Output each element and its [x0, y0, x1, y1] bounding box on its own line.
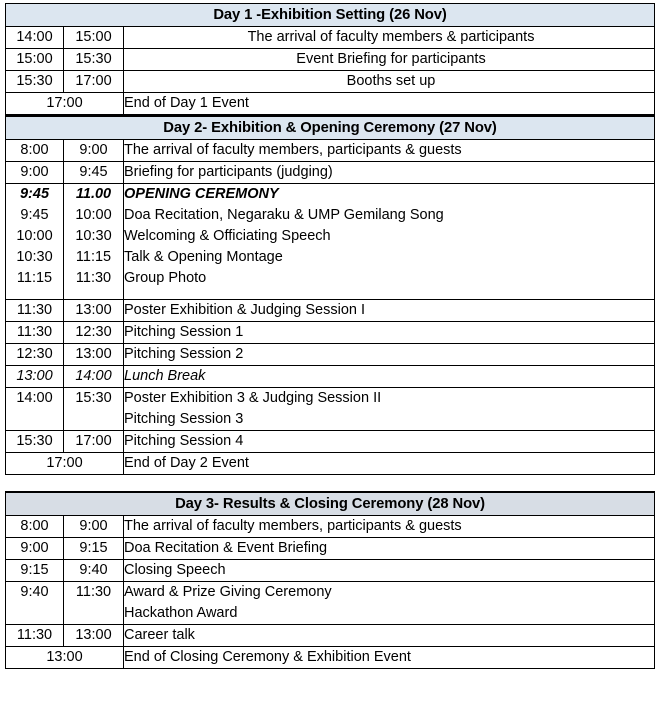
row-start-time: 15:00	[6, 49, 64, 71]
row-end-time: 13:00	[64, 300, 124, 322]
row-start-time: 15:30	[6, 71, 64, 93]
row-end-time: 13:00	[64, 344, 124, 366]
row-start-time: 14:00	[6, 388, 64, 431]
schedule-row	[6, 516, 655, 538]
section-header-row	[6, 492, 655, 516]
row-description-line-2: Pitching Session 3	[124, 411, 244, 427]
schedule-row	[6, 322, 655, 344]
section-header-title: Day 1 -Exhibition Setting (26 Nov)	[6, 4, 655, 27]
schedule-row	[6, 184, 655, 206]
row-start-time: 9:15	[6, 560, 64, 582]
row-start-time: 10:00	[6, 226, 64, 247]
schedule-row	[6, 49, 655, 71]
row-description: Booths set up	[124, 71, 655, 93]
schedule-row	[6, 226, 655, 247]
closing-time: 17:00	[6, 93, 124, 115]
schedule-row	[6, 431, 655, 453]
row-description: Lunch Break	[124, 366, 655, 388]
section-header-title: Day 2- Exhibition & Opening Ceremony (27 Nov)	[6, 116, 655, 140]
row-description: Group Photo	[124, 268, 655, 289]
row-end-time: 10:30	[64, 226, 124, 247]
row-end-time: 17:00	[64, 431, 124, 453]
row-description: Doa Recitation & Event Briefing	[124, 538, 655, 560]
section-header-row	[6, 4, 655, 27]
row-start-time: 9:45	[6, 184, 64, 206]
row-description: Doa Recitation, Negaraku & UMP Gemilang Song	[124, 205, 655, 226]
row-start-time: 11:15	[6, 268, 64, 289]
row-description: Pitching Session 1	[124, 322, 655, 344]
row-description-line-1: Poster Exhibition 3 & Judging Session II	[124, 390, 382, 406]
schedule-row	[6, 140, 655, 162]
closing-row	[6, 647, 655, 669]
row-end-time: 11.00	[64, 184, 124, 206]
schedule-row	[6, 344, 655, 366]
row-end-time: 13:00	[64, 625, 124, 647]
section-header-row	[6, 116, 655, 140]
row-end-time: 14:00	[64, 366, 124, 388]
closing-time: 13:00	[6, 647, 124, 669]
row-start-time: 14:00	[6, 27, 64, 49]
row-end-time	[64, 289, 124, 300]
row-description: The arrival of faculty members, participants & guests	[124, 140, 655, 162]
schedule-row	[6, 268, 655, 289]
row-description	[124, 388, 655, 431]
row-description: Poster Exhibition & Judging Session I	[124, 300, 655, 322]
row-end-time: 15:30	[64, 388, 124, 431]
row-end-time: 9:45	[64, 162, 124, 184]
row-description-line-1: Award & Prize Giving Ceremony	[124, 584, 332, 600]
row-start-time: 9:45	[6, 205, 64, 226]
schedule-row	[6, 289, 655, 300]
row-start-time: 10:30	[6, 247, 64, 268]
row-description	[124, 582, 655, 625]
row-end-time: 9:00	[64, 140, 124, 162]
schedule-row	[6, 247, 655, 268]
row-end-time: 17:00	[64, 71, 124, 93]
schedule-row	[6, 205, 655, 226]
row-start-time: 9:40	[6, 582, 64, 625]
schedule-table-day1	[5, 3, 655, 115]
row-description: The arrival of faculty members, participants & guests	[124, 516, 655, 538]
schedule-row	[6, 625, 655, 647]
schedule-row	[6, 560, 655, 582]
row-start-time: 8:00	[6, 140, 64, 162]
schedule-table-day2	[5, 115, 655, 475]
row-start-time: 12:30	[6, 344, 64, 366]
closing-description: End of Day 2 Event	[124, 453, 655, 475]
closing-row	[6, 453, 655, 475]
row-end-time: 11:15	[64, 247, 124, 268]
closing-time: 17:00	[6, 453, 124, 475]
closing-description: End of Closing Ceremony & Exhibition Event	[124, 647, 655, 669]
row-description: Welcoming & Officiating Speech	[124, 226, 655, 247]
schedule-row	[6, 71, 655, 93]
row-start-time: 15:30	[6, 431, 64, 453]
row-end-time: 12:30	[64, 322, 124, 344]
row-description: Career talk	[124, 625, 655, 647]
row-description	[124, 289, 655, 300]
row-start-time: 11:30	[6, 625, 64, 647]
row-end-time: 15:30	[64, 49, 124, 71]
closing-description: End of Day 1 Event	[124, 93, 655, 115]
schedule-table-day3	[5, 491, 655, 669]
row-end-time: 15:00	[64, 27, 124, 49]
row-description: OPENING CEREMONY	[124, 184, 655, 206]
row-start-time: 8:00	[6, 516, 64, 538]
row-start-time	[6, 289, 64, 300]
row-end-time: 11:30	[64, 268, 124, 289]
row-description-line-2: Hackathon Award	[124, 605, 238, 621]
row-start-time: 11:30	[6, 322, 64, 344]
row-end-time: 9:00	[64, 516, 124, 538]
schedule-row	[6, 538, 655, 560]
schedule-row	[6, 162, 655, 184]
row-end-time: 10:00	[64, 205, 124, 226]
row-description: Closing Speech	[124, 560, 655, 582]
schedule-row	[6, 300, 655, 322]
closing-row	[6, 93, 655, 115]
row-start-time: 11:30	[6, 300, 64, 322]
row-description: Talk & Opening Montage	[124, 247, 655, 268]
row-end-time: 11:30	[64, 582, 124, 625]
row-description: Event Briefing for participants	[124, 49, 655, 71]
row-start-time: 9:00	[6, 538, 64, 560]
section-header-title: Day 3- Results & Closing Ceremony (28 Nov)	[6, 492, 655, 516]
row-start-time: 9:00	[6, 162, 64, 184]
row-start-time: 13:00	[6, 366, 64, 388]
schedule-row	[6, 388, 655, 431]
row-description: Briefing for participants (judging)	[124, 162, 655, 184]
schedule-row	[6, 366, 655, 388]
schedule-tables-container	[5, 3, 654, 669]
schedule-row	[6, 582, 655, 625]
row-description: Pitching Session 4	[124, 431, 655, 453]
schedule-row	[6, 27, 655, 49]
row-description: Pitching Session 2	[124, 344, 655, 366]
row-description: The arrival of faculty members & participants	[124, 27, 655, 49]
row-end-time: 9:15	[64, 538, 124, 560]
row-end-time: 9:40	[64, 560, 124, 582]
